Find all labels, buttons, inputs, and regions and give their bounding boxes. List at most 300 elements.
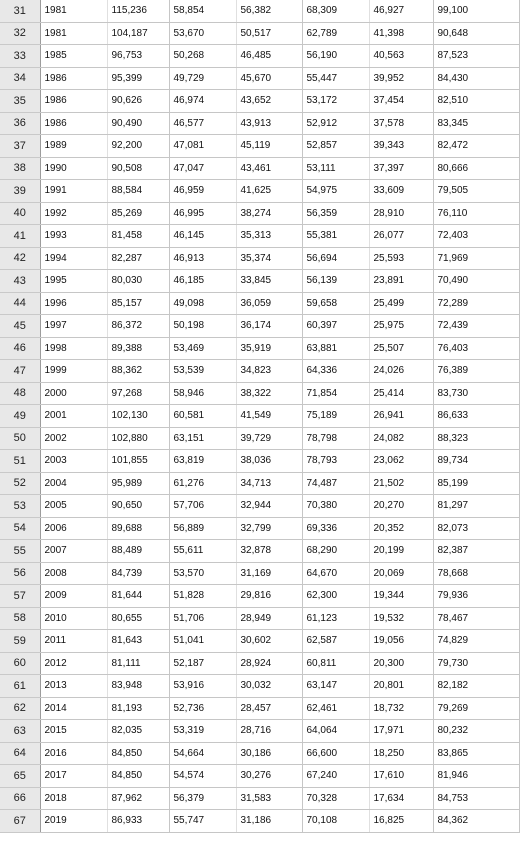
table-row: [0, 315, 519, 338]
value-cell-c[interactable]: 54,574: [169, 765, 236, 788]
value-cell-d[interactable]: 28,924: [236, 652, 302, 675]
value-cell-d[interactable]: 30,276: [236, 765, 302, 788]
value-cell-d[interactable]: 43,652: [236, 90, 302, 113]
value-cell-b[interactable]: 81,643: [107, 630, 169, 653]
year-cell[interactable]: 2018: [40, 787, 107, 810]
value-cell-d[interactable]: 38,274: [236, 202, 302, 225]
row-header[interactable]: 40: [0, 202, 40, 225]
value-cell-c[interactable]: 53,916: [169, 675, 236, 698]
value-cell-f[interactable]: 20,801: [369, 675, 433, 698]
value-cell-e[interactable]: 52,857: [302, 135, 369, 158]
year-cell[interactable]: 2019: [40, 810, 107, 833]
row-header[interactable]: 42: [0, 247, 40, 270]
year-cell[interactable]: 2004: [40, 472, 107, 495]
year-cell[interactable]: 2007: [40, 540, 107, 563]
value-cell-f[interactable]: 23,891: [369, 270, 433, 293]
value-cell-b[interactable]: 115,236: [107, 0, 169, 22]
row-header[interactable]: 37: [0, 135, 40, 158]
value-cell-b[interactable]: 82,287: [107, 247, 169, 270]
value-cell-b[interactable]: 83,948: [107, 675, 169, 698]
year-cell[interactable]: 2002: [40, 427, 107, 450]
row-header[interactable]: 31: [0, 0, 40, 22]
value-cell-g[interactable]: 81,297: [433, 495, 519, 518]
value-cell-g[interactable]: 83,730: [433, 382, 519, 405]
value-cell-d[interactable]: 30,186: [236, 742, 302, 765]
value-cell-g[interactable]: 80,666: [433, 157, 519, 180]
value-cell-f[interactable]: 37,397: [369, 157, 433, 180]
table-row: [0, 472, 519, 495]
value-cell-g[interactable]: 79,505: [433, 180, 519, 203]
value-cell-c[interactable]: 57,706: [169, 495, 236, 518]
value-cell-d[interactable]: 35,374: [236, 247, 302, 270]
value-cell-d[interactable]: 30,032: [236, 675, 302, 698]
value-cell-b[interactable]: 101,855: [107, 450, 169, 473]
value-cell-f[interactable]: 18,250: [369, 742, 433, 765]
value-cell-c[interactable]: 51,828: [169, 585, 236, 608]
value-cell-d[interactable]: 28,949: [236, 607, 302, 630]
value-cell-e[interactable]: 70,380: [302, 495, 369, 518]
value-cell-f[interactable]: 23,062: [369, 450, 433, 473]
value-cell-g[interactable]: 83,865: [433, 742, 519, 765]
value-cell-f[interactable]: 20,270: [369, 495, 433, 518]
row-header[interactable]: 58: [0, 607, 40, 630]
value-cell-e[interactable]: 56,139: [302, 270, 369, 293]
value-cell-g[interactable]: 79,730: [433, 652, 519, 675]
value-cell-f[interactable]: 17,971: [369, 720, 433, 743]
value-cell-d[interactable]: 38,036: [236, 450, 302, 473]
value-cell-d[interactable]: 31,186: [236, 810, 302, 833]
value-cell-f[interactable]: 25,507: [369, 337, 433, 360]
value-cell-f[interactable]: 20,069: [369, 562, 433, 585]
value-cell-c[interactable]: 58,854: [169, 0, 236, 22]
value-cell-b[interactable]: 81,458: [107, 225, 169, 248]
value-cell-d[interactable]: 38,322: [236, 382, 302, 405]
year-cell[interactable]: 2003: [40, 450, 107, 473]
value-cell-b[interactable]: 90,490: [107, 112, 169, 135]
value-cell-e[interactable]: 62,587: [302, 630, 369, 653]
row-header[interactable]: 36: [0, 112, 40, 135]
year-cell[interactable]: 1981: [40, 22, 107, 45]
value-cell-d[interactable]: 33,845: [236, 270, 302, 293]
value-cell-e[interactable]: 55,381: [302, 225, 369, 248]
value-cell-d[interactable]: 35,919: [236, 337, 302, 360]
value-cell-c[interactable]: 49,729: [169, 67, 236, 90]
value-cell-g[interactable]: 72,439: [433, 315, 519, 338]
value-cell-e[interactable]: 68,309: [302, 0, 369, 22]
value-cell-c[interactable]: 55,747: [169, 810, 236, 833]
value-cell-c[interactable]: 46,913: [169, 247, 236, 270]
row-header[interactable]: 38: [0, 157, 40, 180]
year-cell[interactable]: 2015: [40, 720, 107, 743]
value-cell-c[interactable]: 46,577: [169, 112, 236, 135]
value-cell-g[interactable]: 70,490: [433, 270, 519, 293]
value-cell-g[interactable]: 84,362: [433, 810, 519, 833]
value-cell-d[interactable]: 45,119: [236, 135, 302, 158]
value-cell-f[interactable]: 26,077: [369, 225, 433, 248]
value-cell-c[interactable]: 50,268: [169, 45, 236, 68]
value-cell-g[interactable]: 88,323: [433, 427, 519, 450]
value-cell-b[interactable]: 84,850: [107, 742, 169, 765]
year-cell[interactable]: 2005: [40, 495, 107, 518]
value-cell-e[interactable]: 64,336: [302, 360, 369, 383]
value-cell-e[interactable]: 70,108: [302, 810, 369, 833]
year-cell[interactable]: 2006: [40, 517, 107, 540]
value-cell-e[interactable]: 78,793: [302, 450, 369, 473]
row-header[interactable]: 49: [0, 405, 40, 428]
value-cell-b[interactable]: 82,035: [107, 720, 169, 743]
value-cell-c[interactable]: 46,959: [169, 180, 236, 203]
value-cell-e[interactable]: 67,240: [302, 765, 369, 788]
value-cell-g[interactable]: 87,523: [433, 45, 519, 68]
row-header[interactable]: 57: [0, 585, 40, 608]
year-cell[interactable]: 1981: [40, 0, 107, 22]
row-header[interactable]: 33: [0, 45, 40, 68]
value-cell-b[interactable]: 89,388: [107, 337, 169, 360]
value-cell-g[interactable]: 72,289: [433, 292, 519, 315]
year-cell[interactable]: 1992: [40, 202, 107, 225]
value-cell-e[interactable]: 64,670: [302, 562, 369, 585]
value-cell-f[interactable]: 19,532: [369, 607, 433, 630]
value-cell-e[interactable]: 70,328: [302, 787, 369, 810]
row-header[interactable]: 52: [0, 472, 40, 495]
value-cell-b[interactable]: 95,989: [107, 472, 169, 495]
value-cell-c[interactable]: 46,145: [169, 225, 236, 248]
value-cell-f[interactable]: 26,941: [369, 405, 433, 428]
row-header[interactable]: 63: [0, 720, 40, 743]
row-header[interactable]: 56: [0, 562, 40, 585]
row-header[interactable]: 59: [0, 630, 40, 653]
value-cell-c[interactable]: 63,151: [169, 427, 236, 450]
value-cell-d[interactable]: 34,713: [236, 472, 302, 495]
value-cell-f[interactable]: 25,414: [369, 382, 433, 405]
year-cell[interactable]: 2011: [40, 630, 107, 653]
value-cell-e[interactable]: 64,064: [302, 720, 369, 743]
value-cell-d[interactable]: 41,549: [236, 405, 302, 428]
value-cell-c[interactable]: 56,379: [169, 787, 236, 810]
value-cell-e[interactable]: 56,359: [302, 202, 369, 225]
value-cell-e[interactable]: 60,397: [302, 315, 369, 338]
value-cell-f[interactable]: 40,563: [369, 45, 433, 68]
value-cell-d[interactable]: 32,878: [236, 540, 302, 563]
value-cell-e[interactable]: 61,123: [302, 607, 369, 630]
year-cell[interactable]: 1993: [40, 225, 107, 248]
value-cell-g[interactable]: 82,387: [433, 540, 519, 563]
value-cell-b[interactable]: 88,362: [107, 360, 169, 383]
value-cell-f[interactable]: 20,199: [369, 540, 433, 563]
value-cell-f[interactable]: 25,975: [369, 315, 433, 338]
value-cell-d[interactable]: 43,913: [236, 112, 302, 135]
value-cell-e[interactable]: 71,854: [302, 382, 369, 405]
row-header[interactable]: 39: [0, 180, 40, 203]
value-cell-g[interactable]: 74,829: [433, 630, 519, 653]
value-cell-e[interactable]: 52,912: [302, 112, 369, 135]
value-cell-f[interactable]: 28,910: [369, 202, 433, 225]
row-header[interactable]: 51: [0, 450, 40, 473]
year-cell[interactable]: 1985: [40, 45, 107, 68]
year-cell[interactable]: 2008: [40, 562, 107, 585]
value-cell-b[interactable]: 80,030: [107, 270, 169, 293]
value-cell-e[interactable]: 56,694: [302, 247, 369, 270]
value-cell-g[interactable]: 78,668: [433, 562, 519, 585]
row-header[interactable]: 61: [0, 675, 40, 698]
value-cell-f[interactable]: 37,454: [369, 90, 433, 113]
row-header[interactable]: 65: [0, 765, 40, 788]
value-cell-e[interactable]: 53,111: [302, 157, 369, 180]
value-cell-b[interactable]: 88,489: [107, 540, 169, 563]
value-cell-e[interactable]: 62,461: [302, 697, 369, 720]
value-cell-g[interactable]: 76,389: [433, 360, 519, 383]
value-cell-b[interactable]: 88,584: [107, 180, 169, 203]
value-cell-g[interactable]: 85,199: [433, 472, 519, 495]
row-header[interactable]: 67: [0, 810, 40, 833]
value-cell-f[interactable]: 17,610: [369, 765, 433, 788]
value-cell-d[interactable]: 32,944: [236, 495, 302, 518]
row-header[interactable]: 45: [0, 315, 40, 338]
value-cell-c[interactable]: 54,664: [169, 742, 236, 765]
year-cell[interactable]: 2012: [40, 652, 107, 675]
value-cell-e[interactable]: 69,336: [302, 517, 369, 540]
year-cell[interactable]: 2014: [40, 697, 107, 720]
year-cell[interactable]: 1986: [40, 90, 107, 113]
value-cell-f[interactable]: 18,732: [369, 697, 433, 720]
row-header[interactable]: 35: [0, 90, 40, 113]
value-cell-e[interactable]: 53,172: [302, 90, 369, 113]
value-cell-b[interactable]: 104,187: [107, 22, 169, 45]
year-cell[interactable]: 2010: [40, 607, 107, 630]
value-cell-f[interactable]: 19,056: [369, 630, 433, 653]
value-cell-e[interactable]: 78,798: [302, 427, 369, 450]
table-row: [0, 112, 519, 135]
value-cell-c[interactable]: 49,098: [169, 292, 236, 315]
value-cell-d[interactable]: 28,457: [236, 697, 302, 720]
value-cell-g[interactable]: 83,345: [433, 112, 519, 135]
value-cell-b[interactable]: 102,130: [107, 405, 169, 428]
value-cell-d[interactable]: 34,823: [236, 360, 302, 383]
row-header[interactable]: 55: [0, 540, 40, 563]
value-cell-g[interactable]: 86,633: [433, 405, 519, 428]
value-cell-b[interactable]: 85,157: [107, 292, 169, 315]
value-cell-g[interactable]: 71,969: [433, 247, 519, 270]
value-cell-d[interactable]: 43,461: [236, 157, 302, 180]
value-cell-e[interactable]: 74,487: [302, 472, 369, 495]
row-header[interactable]: 43: [0, 270, 40, 293]
value-cell-f[interactable]: 25,499: [369, 292, 433, 315]
value-cell-g[interactable]: 82,073: [433, 517, 519, 540]
value-cell-f[interactable]: 20,300: [369, 652, 433, 675]
value-cell-e[interactable]: 66,600: [302, 742, 369, 765]
value-cell-b[interactable]: 84,850: [107, 765, 169, 788]
value-cell-g[interactable]: 79,936: [433, 585, 519, 608]
value-cell-d[interactable]: 35,313: [236, 225, 302, 248]
value-cell-e[interactable]: 59,658: [302, 292, 369, 315]
value-cell-e[interactable]: 55,447: [302, 67, 369, 90]
year-cell[interactable]: 1990: [40, 157, 107, 180]
value-cell-f[interactable]: 24,026: [369, 360, 433, 383]
value-cell-c[interactable]: 52,736: [169, 697, 236, 720]
row-header[interactable]: 54: [0, 517, 40, 540]
value-cell-g[interactable]: 76,403: [433, 337, 519, 360]
value-cell-c[interactable]: 53,539: [169, 360, 236, 383]
value-cell-b[interactable]: 86,933: [107, 810, 169, 833]
value-cell-f[interactable]: 17,634: [369, 787, 433, 810]
value-cell-d[interactable]: 41,625: [236, 180, 302, 203]
row-header[interactable]: 41: [0, 225, 40, 248]
value-cell-d[interactable]: 46,485: [236, 45, 302, 68]
value-cell-c[interactable]: 61,276: [169, 472, 236, 495]
value-cell-c[interactable]: 47,081: [169, 135, 236, 158]
value-cell-d[interactable]: 30,602: [236, 630, 302, 653]
value-cell-f[interactable]: 20,352: [369, 517, 433, 540]
value-cell-b[interactable]: 80,655: [107, 607, 169, 630]
value-cell-f[interactable]: 39,952: [369, 67, 433, 90]
value-cell-g[interactable]: 79,269: [433, 697, 519, 720]
row-header[interactable]: 60: [0, 652, 40, 675]
value-cell-b[interactable]: 89,688: [107, 517, 169, 540]
value-cell-e[interactable]: 68,290: [302, 540, 369, 563]
value-cell-d[interactable]: 28,716: [236, 720, 302, 743]
value-cell-c[interactable]: 58,946: [169, 382, 236, 405]
year-cell[interactable]: 2017: [40, 765, 107, 788]
value-cell-g[interactable]: 76,110: [433, 202, 519, 225]
year-cell[interactable]: 1995: [40, 270, 107, 293]
value-cell-g[interactable]: 82,510: [433, 90, 519, 113]
row-header[interactable]: 47: [0, 360, 40, 383]
value-cell-g[interactable]: 72,403: [433, 225, 519, 248]
value-cell-d[interactable]: 56,382: [236, 0, 302, 22]
value-cell-e[interactable]: 56,190: [302, 45, 369, 68]
row-header[interactable]: 34: [0, 67, 40, 90]
value-cell-g[interactable]: 81,946: [433, 765, 519, 788]
value-cell-g[interactable]: 99,100: [433, 0, 519, 22]
value-cell-g[interactable]: 82,472: [433, 135, 519, 158]
value-cell-c[interactable]: 55,611: [169, 540, 236, 563]
value-cell-b[interactable]: 95,399: [107, 67, 169, 90]
value-cell-b[interactable]: 81,644: [107, 585, 169, 608]
value-cell-c[interactable]: 46,995: [169, 202, 236, 225]
year-cell[interactable]: 2009: [40, 585, 107, 608]
value-cell-g[interactable]: 80,232: [433, 720, 519, 743]
value-cell-b[interactable]: 90,508: [107, 157, 169, 180]
row-header[interactable]: 44: [0, 292, 40, 315]
value-cell-b[interactable]: 96,753: [107, 45, 169, 68]
value-cell-b[interactable]: 92,200: [107, 135, 169, 158]
value-cell-d[interactable]: 31,583: [236, 787, 302, 810]
value-cell-f[interactable]: 21,502: [369, 472, 433, 495]
year-cell[interactable]: 1996: [40, 292, 107, 315]
row-header[interactable]: 62: [0, 697, 40, 720]
value-cell-f[interactable]: 25,593: [369, 247, 433, 270]
value-cell-c[interactable]: 46,185: [169, 270, 236, 293]
value-cell-d[interactable]: 31,169: [236, 562, 302, 585]
row-header[interactable]: 32: [0, 22, 40, 45]
table-row: [0, 67, 519, 90]
value-cell-c[interactable]: 63,819: [169, 450, 236, 473]
row-header[interactable]: 46: [0, 337, 40, 360]
year-cell[interactable]: 2001: [40, 405, 107, 428]
year-cell[interactable]: 1997: [40, 315, 107, 338]
row-header[interactable]: 50: [0, 427, 40, 450]
value-cell-e[interactable]: 63,881: [302, 337, 369, 360]
value-cell-c[interactable]: 47,047: [169, 157, 236, 180]
row-header[interactable]: 66: [0, 787, 40, 810]
value-cell-f[interactable]: 19,344: [369, 585, 433, 608]
value-cell-c[interactable]: 53,670: [169, 22, 236, 45]
value-cell-e[interactable]: 75,189: [302, 405, 369, 428]
value-cell-d[interactable]: 29,816: [236, 585, 302, 608]
value-cell-f[interactable]: 41,398: [369, 22, 433, 45]
value-cell-g[interactable]: 89,734: [433, 450, 519, 473]
value-cell-b[interactable]: 102,880: [107, 427, 169, 450]
value-cell-b[interactable]: 90,650: [107, 495, 169, 518]
year-cell[interactable]: 2000: [40, 382, 107, 405]
value-cell-f[interactable]: 24,082: [369, 427, 433, 450]
value-cell-f[interactable]: 16,825: [369, 810, 433, 833]
value-cell-g[interactable]: 90,648: [433, 22, 519, 45]
value-cell-c[interactable]: 53,570: [169, 562, 236, 585]
value-cell-b[interactable]: 84,739: [107, 562, 169, 585]
value-cell-b[interactable]: 90,626: [107, 90, 169, 113]
value-cell-e[interactable]: 60,811: [302, 652, 369, 675]
value-cell-c[interactable]: 53,319: [169, 720, 236, 743]
value-cell-d[interactable]: 45,670: [236, 67, 302, 90]
value-cell-b[interactable]: 97,268: [107, 382, 169, 405]
row-header[interactable]: 53: [0, 495, 40, 518]
value-cell-b[interactable]: 87,962: [107, 787, 169, 810]
year-cell[interactable]: 1986: [40, 67, 107, 90]
value-cell-c[interactable]: 53,469: [169, 337, 236, 360]
value-cell-b[interactable]: 86,372: [107, 315, 169, 338]
value-cell-d[interactable]: 36,059: [236, 292, 302, 315]
year-cell[interactable]: 1999: [40, 360, 107, 383]
value-cell-d[interactable]: 36,174: [236, 315, 302, 338]
value-cell-f[interactable]: 39,343: [369, 135, 433, 158]
year-cell[interactable]: 2016: [40, 742, 107, 765]
value-cell-e[interactable]: 54,975: [302, 180, 369, 203]
value-cell-b[interactable]: 81,111: [107, 652, 169, 675]
value-cell-c[interactable]: 51,041: [169, 630, 236, 653]
value-cell-c[interactable]: 46,974: [169, 90, 236, 113]
value-cell-f[interactable]: 46,927: [369, 0, 433, 22]
year-cell[interactable]: 1986: [40, 112, 107, 135]
value-cell-g[interactable]: 84,430: [433, 67, 519, 90]
row-header[interactable]: 64: [0, 742, 40, 765]
year-cell[interactable]: 1989: [40, 135, 107, 158]
value-cell-d[interactable]: 50,517: [236, 22, 302, 45]
value-cell-f[interactable]: 33,609: [369, 180, 433, 203]
value-cell-f[interactable]: 37,578: [369, 112, 433, 135]
value-cell-c[interactable]: 56,889: [169, 517, 236, 540]
year-cell[interactable]: 1998: [40, 337, 107, 360]
year-cell[interactable]: 1994: [40, 247, 107, 270]
value-cell-c[interactable]: 60,581: [169, 405, 236, 428]
year-cell[interactable]: 1991: [40, 180, 107, 203]
value-cell-d[interactable]: 32,799: [236, 517, 302, 540]
value-cell-g[interactable]: 78,467: [433, 607, 519, 630]
value-cell-b[interactable]: 81,193: [107, 697, 169, 720]
value-cell-e[interactable]: 62,300: [302, 585, 369, 608]
value-cell-c[interactable]: 52,187: [169, 652, 236, 675]
value-cell-b[interactable]: 85,269: [107, 202, 169, 225]
value-cell-d[interactable]: 39,729: [236, 427, 302, 450]
value-cell-g[interactable]: 84,753: [433, 787, 519, 810]
row-header[interactable]: 48: [0, 382, 40, 405]
value-cell-g[interactable]: 82,182: [433, 675, 519, 698]
value-cell-e[interactable]: 63,147: [302, 675, 369, 698]
value-cell-c[interactable]: 51,706: [169, 607, 236, 630]
year-cell[interactable]: 2013: [40, 675, 107, 698]
value-cell-c[interactable]: 50,198: [169, 315, 236, 338]
value-cell-e[interactable]: 62,789: [302, 22, 369, 45]
